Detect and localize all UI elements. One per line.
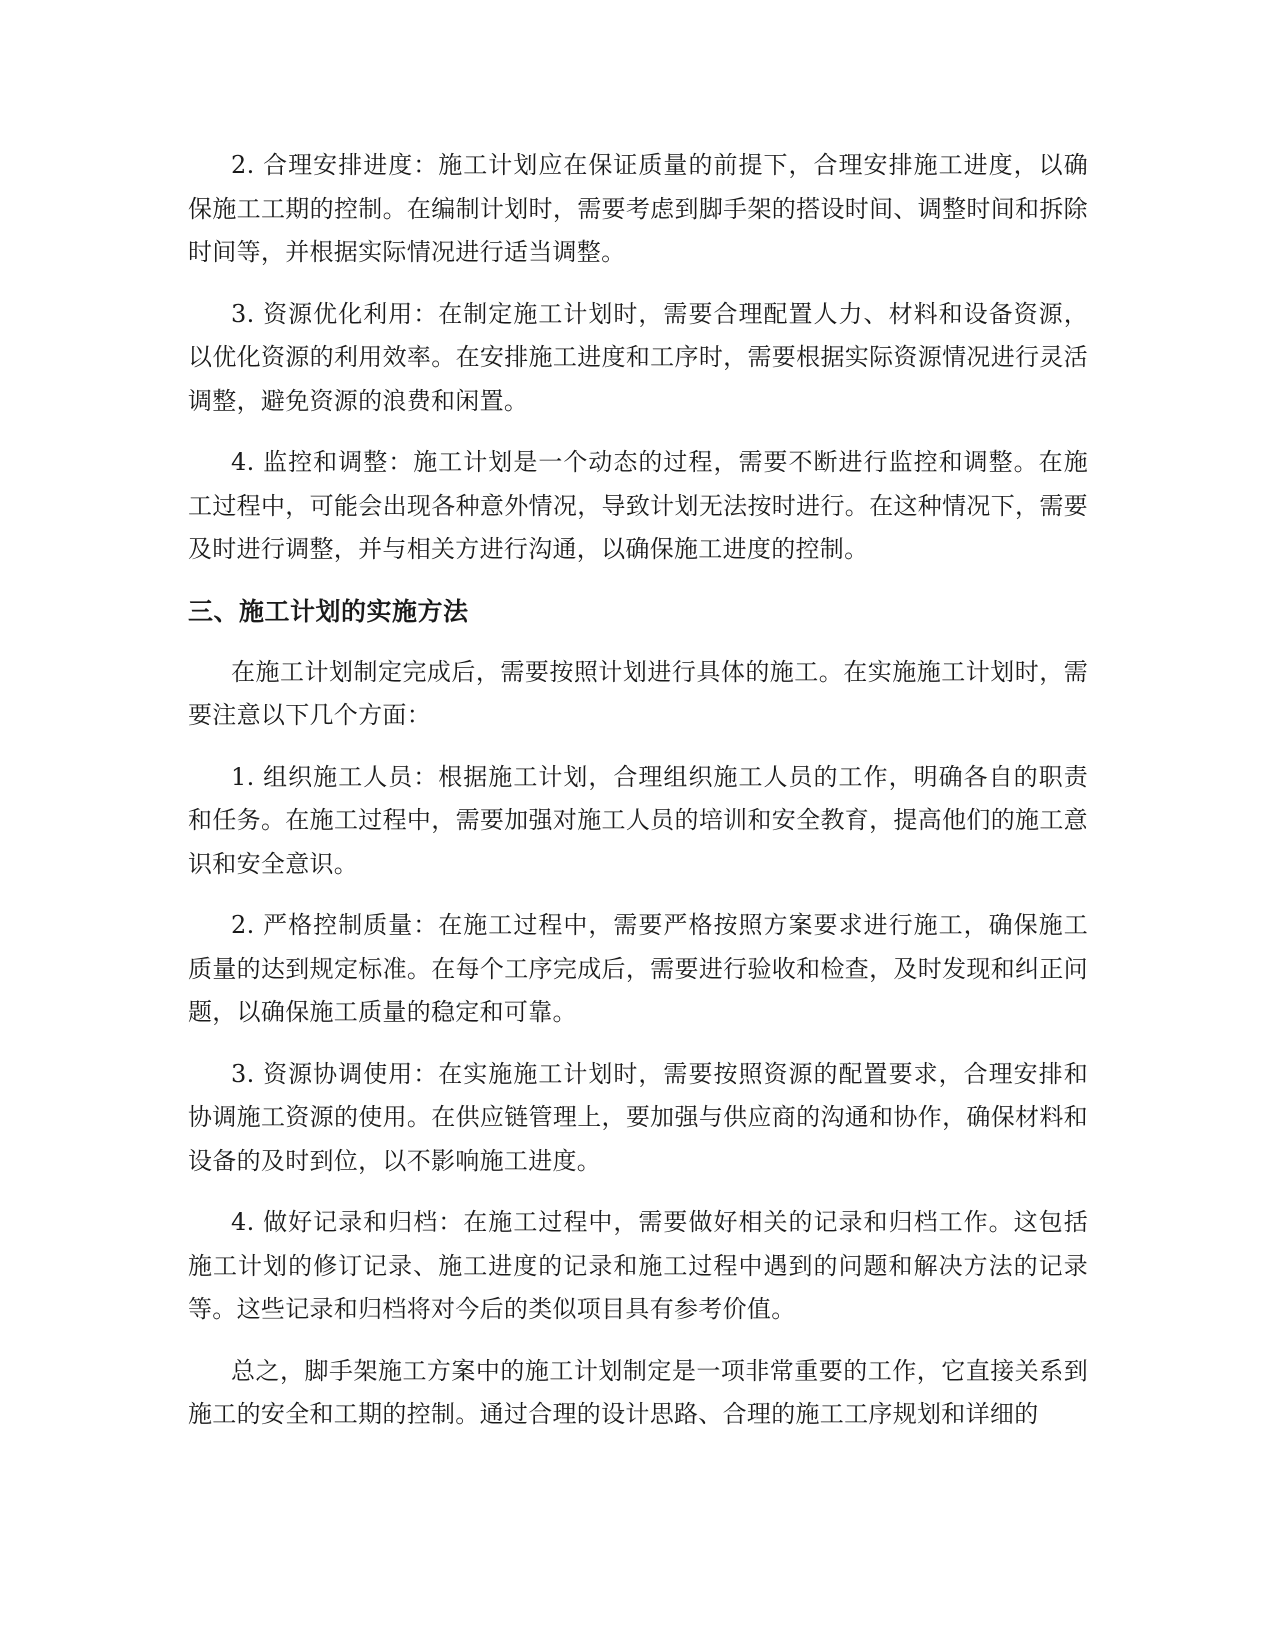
paragraph-implementation-intro: 在施工计划制定完成后，需要按照计划进行具体的施工。在实施施工计划时，需要注意以下几个方面： (188, 657, 1088, 729)
paragraph-quality-control: 2. 严格控制质量：在施工过程中，需要严格按照方案要求进行施工，确保施工质量的达到规定标准。在每个工序完成后，需要进行验收和检查，及时发现和纠正问题，以确保施工质量的稳定和可靠。 (188, 911, 1088, 1026)
section-heading: 三、施工计划的实施方法 (188, 596, 469, 626)
paragraph-summary: 总之，脚手架施工方案中的施工计划制定是一项非常重要的工作，它直接关系到施工的安全和工期的控制。通过合理的设计思路、合理的施工工序规划和详细的 (188, 1356, 1088, 1428)
paragraph-resource-optimization: 3. 资源优化利用：在制定施工计划时，需要合理配置人力、材料和设备资源，以优化资源的利用效率。在安排施工进度和工序时，需要根据实际资源情况进行灵活调整，避免资源的浪费和闲置。 (188, 299, 1088, 415)
paragraph-schedule-arrangement: 2. 合理安排进度：施工计划应在保证质量的前提下，合理安排施工进度，以确保施工工期的控制。在编制计划时，需要考虑到脚手架的搭设时间、调整时间和拆除时间等，并根据实际情况进行适当调整。 (188, 151, 1088, 266)
paragraph-records-archiving: 4. 做好记录和归档：在施工过程中，需要做好相关的记录和归档工作。这包括施工计划的修订记录、施工进度的记录和施工过程中遇到的问题和解决方法的记录等。这些记录和归档将对今后的类似项目具有参考价值。 (188, 1208, 1088, 1323)
paragraph-monitoring-adjustment: 4. 监控和调整：施工计划是一个动态的过程，需要不断进行监控和调整。在施工过程中，可能会出现各种意外情况，导致计划无法按时进行。在这种情况下，需要及时进行调整，并与相关方进行沟通，以确保施工进度的控制。 (188, 448, 1088, 563)
paragraph-resource-coordination: 3. 资源协调使用：在实施施工计划时，需要按照资源的配置要求，合理安排和协调施工资源的使用。在供应链管理上，要加强与供应商的沟通和协作，确保材料和设备的及时到位，以不影响施工进度。 (188, 1059, 1088, 1175)
document-body (188, 144, 1088, 1455)
paragraph-organize-workers: 1. 组织施工人员：根据施工计划，合理组织施工人员的工作，明确各自的职责和任务。在施工过程中，需要加强对施工人员的培训和安全教育，提高他们的施工意识和安全意识。 (188, 762, 1088, 878)
